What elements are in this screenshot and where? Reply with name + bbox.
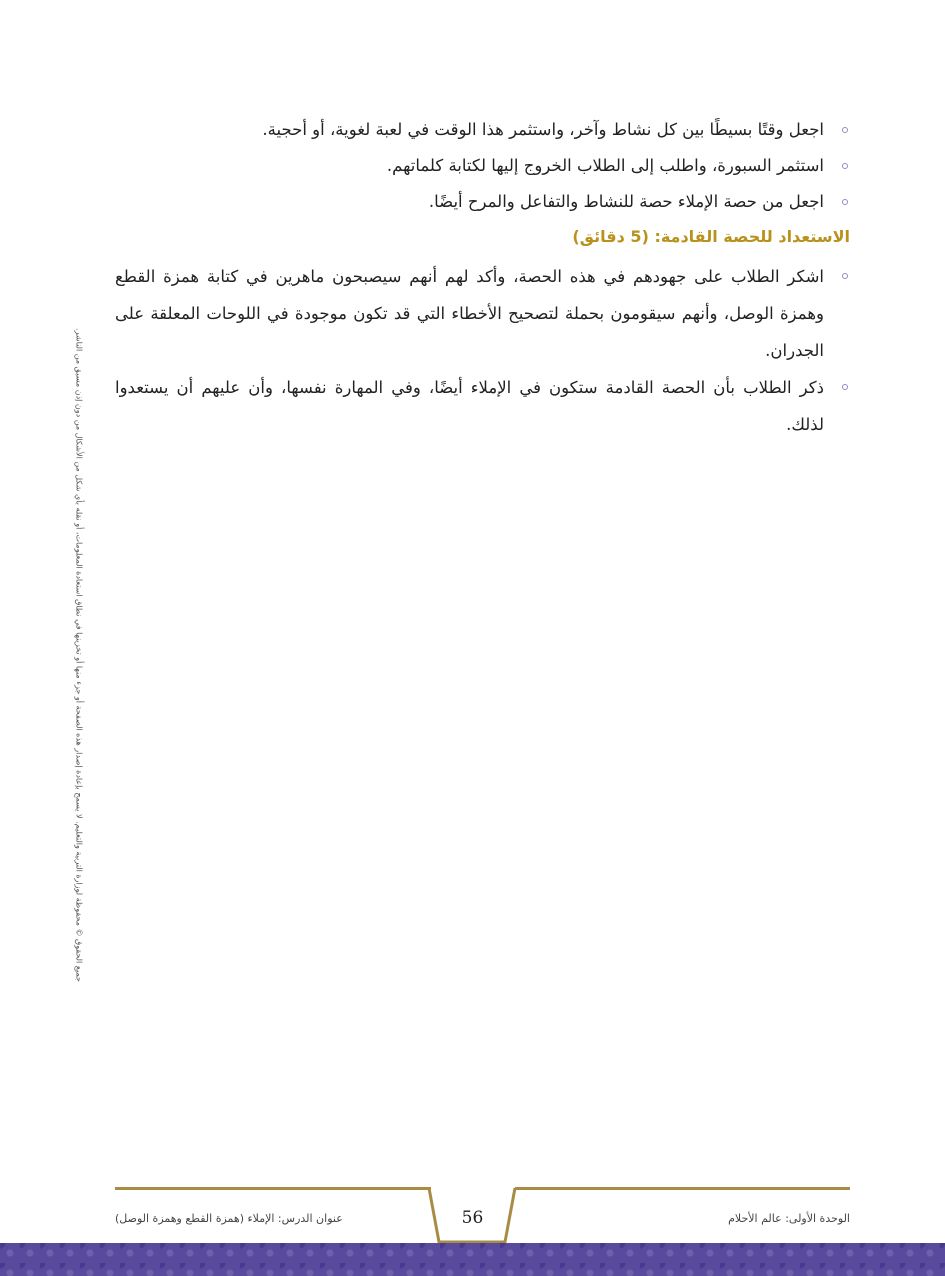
list-item	[115, 112, 850, 148]
section-heading: الاستعداد للحصة القادمة: (5 دقائق)	[572, 227, 850, 246]
list-item	[115, 369, 850, 443]
page-number: 56	[461, 1208, 484, 1228]
decorative-footer-band	[0, 1243, 945, 1276]
bullet-text: ذكر الطلاب بأن الحصة القادمة ستكون في الإملاء أيضًا، وفي المهارة نفسها، وأن عليهم أن يستعدوا لذلك.	[115, 378, 824, 434]
footer-divider-right	[515, 1187, 850, 1190]
page-content	[115, 112, 850, 443]
list-item	[115, 184, 850, 220]
bullet-text: استثمر السبورة، واطلب إلى الطلاب الخروج إليها لكتابة كلماتهم.	[386, 156, 824, 175]
bullet-text: اشكر الطلاب على جهودهم في هذه الحصة، وأكد لهم أنهم سيصبحون ماهرين في كتابة همزة القطع وهمزة الوصل، وأنهم سيقومون بحملة لتصحيح الأخطاء التي قد تكون موجودة في اللوحات المعلقة على الجدران.	[115, 267, 824, 360]
unit-title: الوحدة الأولى: عالم الأحلام	[728, 1212, 850, 1225]
copyright-sidebar	[70, 305, 88, 1005]
bullet-icon	[842, 273, 848, 279]
copyright-notice: جميع الحقوق © محفوظة لوزارة التربية والتعليم. لا يسمح بإعادة إصدار هذه الصفحة أو جزء منها أو تخزينها في نطاق استعادة المعلومات، أو نقله بأي شكل من الأشكال من دون إذن مسبق من الناشر.	[74, 328, 84, 982]
bullet-text: اجعل من حصة الإملاء حصة للنشاط والتفاعل والمرح أيضًا.	[428, 192, 824, 211]
list-item	[115, 148, 850, 184]
bullet-icon	[842, 127, 848, 133]
list-item	[115, 258, 850, 369]
footer-divider-left	[115, 1187, 431, 1190]
bullet-icon	[842, 199, 848, 205]
bullet-text: اجعل وقتًا بسيطًا بين كل نشاط وآخر، واستثمر هذا الوقت في لعبة لغوية، أو أحجية.	[262, 120, 824, 139]
bullet-icon	[842, 384, 848, 390]
lesson-title: عنوان الدرس: الإملاء (همزة القطع وهمزة الوصل)	[115, 1212, 343, 1225]
bullet-icon	[842, 163, 848, 169]
